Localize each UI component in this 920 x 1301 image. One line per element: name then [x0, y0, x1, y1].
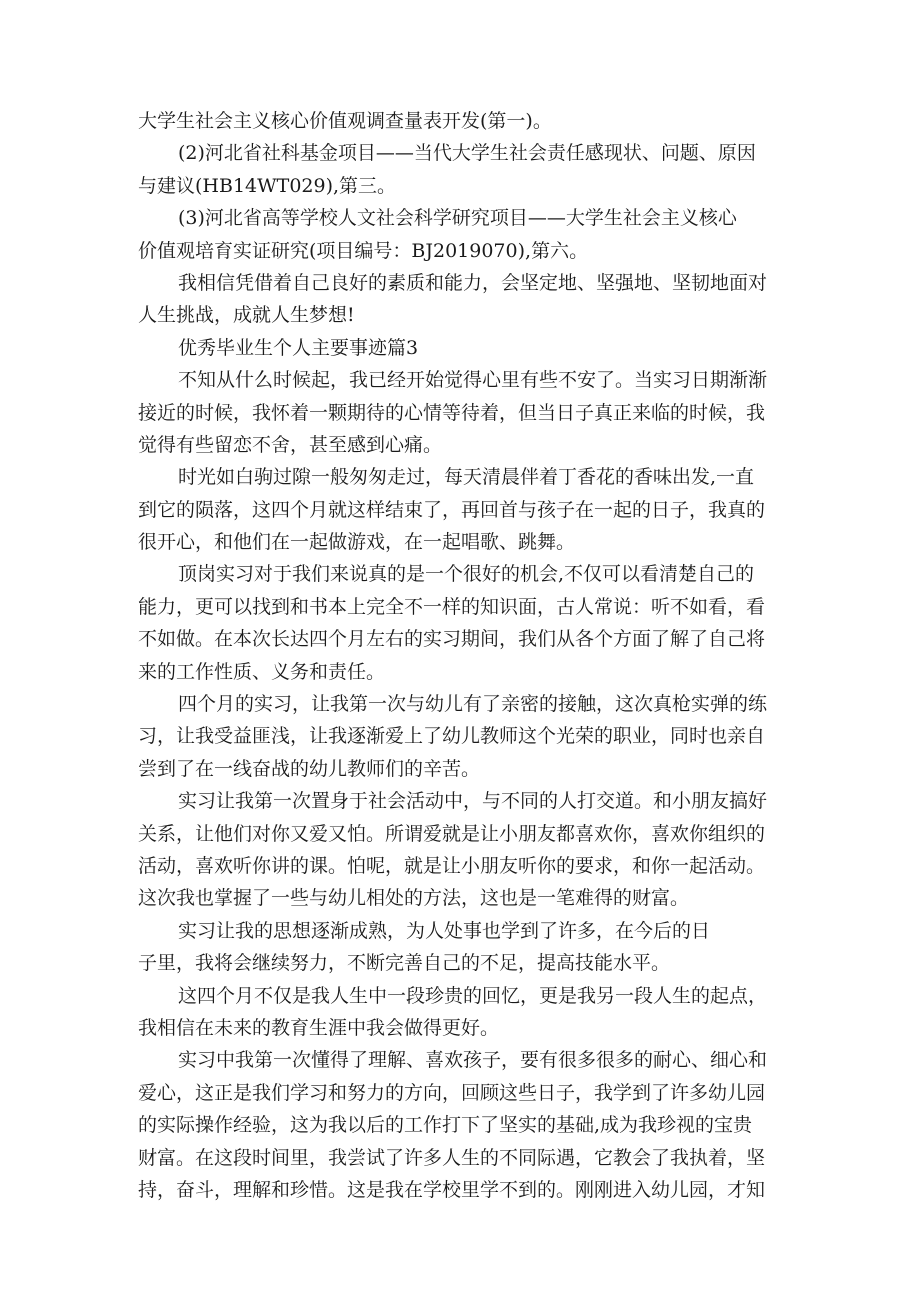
- text-line: 四个月的实习，让我第一次与幼儿有了亲密的接触，这次真枪实弹的练: [178, 693, 768, 716]
- text-line: 价值观培育实证研究(项目编号：BJ2019070),第六。: [138, 239, 589, 262]
- text-line: 接近的时候，我怀着一颗期待的心情等待着，但当日子真正来临的时候，我: [138, 401, 766, 424]
- text-line: 我相信凭借着自己良好的素质和能力，会坚定地、坚强地、坚韧地面对: [178, 271, 768, 294]
- text-line: 时光如白驹过隙一般匆匆走过，每天清晨伴着丁香花的香味出发,一直: [178, 466, 755, 489]
- text-line: 习，让我受益匪浅，让我逐渐爱上了幼儿教师这个光荣的职业，同时也亲自: [138, 725, 766, 748]
- text-line: 不如做。在本次长达四个月左右的实习期间，我们从各个方面了解了自己将: [138, 628, 766, 651]
- section-heading: 优秀毕业生个人主要事迹篇3: [178, 336, 419, 359]
- text-line: 到它的陨落，这四个月就这样结束了，再回首与孩子在一起的日子，我真的: [138, 498, 766, 521]
- text-line: 来的工作性质、义务和责任。: [138, 660, 386, 683]
- text-line: 持，奋斗，理解和珍惜。这是我在学校里学不到的。刚刚进入幼儿园，才知: [138, 1178, 766, 1201]
- text-line: 这次我也掌握了一些与幼儿相处的方法，这也是一笔难得的财富。: [138, 887, 690, 910]
- text-line: (2)河北省社科基金项目——当代大学生社会责任感现状、问题、原因: [178, 142, 756, 165]
- text-line: 顶岗实习对于我们来说真的是一个很好的机会,不仅可以看清楚自己的: [178, 563, 755, 586]
- text-line: 能力，更可以找到和书本上完全不一样的知识面，古人常说：听不如看，看: [138, 595, 766, 618]
- text-line: 我相信在未来的教育生涯中我会做得更好。: [138, 1016, 500, 1039]
- text-line: 尝到了在一线奋战的幼儿教师们的辛苦。: [138, 757, 481, 780]
- text-line: 实习中我第一次懂得了理解、喜欢孩子，要有很多很多的耐心、细心和: [178, 1049, 768, 1072]
- text-line: 人生挑战，成就人生梦想!: [138, 304, 355, 327]
- text-line: 不知从什么时候起，我已经开始觉得心里有些不安了。当实习日期渐渐: [178, 369, 768, 392]
- text-line: 爱心，这正是我们学习和努力的方向，回顾这些日子，我学到了许多幼儿园: [138, 1081, 766, 1104]
- text-line: 实习让我的思想逐渐成熟，为人处事也学到了许多，在今后的日: [178, 919, 711, 942]
- text-line: 财富。在这段时间里，我尝试了许多人生的不同际遇，它教会了我执着，坚: [138, 1146, 766, 1169]
- document-body: [138, 105, 798, 1206]
- text-line: 关系，让他们对你又爱又怕。所谓爱就是让小朋友都喜欢你，喜欢你组织的: [138, 822, 766, 845]
- text-line: 与建议(HB14WT029),第三。: [138, 174, 397, 197]
- text-line: 很开心，和他们在一起做游戏，在一起唱歌、跳舞。: [138, 531, 576, 554]
- text-line: 大学生社会主义核心价值观调查量表开发(第一)。: [138, 110, 552, 132]
- text-line: 实习让我第一次置身于社会活动中，与不同的人打交道。和小朋友搞好: [178, 790, 768, 813]
- text-line: (3)河北省高等学校人文社会科学研究项目——大学生社会主义核心: [178, 207, 737, 230]
- text-line: 子里，我将会继续努力，不断完善自己的不足，提高技能水平。: [138, 952, 671, 975]
- text-line: 这四个月不仅是我人生中一段珍贵的回忆，更是我另一段人生的起点，: [178, 984, 768, 1007]
- text-line: 活动，喜欢听你讲的课。怕呢，就是让小朋友听你的要求，和你一起活动。: [138, 854, 766, 877]
- text-line: 的实际操作经验，这为我以后的工作打下了坚实的基础,成为我珍视的宝贵: [138, 1114, 753, 1137]
- text-line: 觉得有些留恋不舍，甚至感到心痛。: [138, 433, 443, 456]
